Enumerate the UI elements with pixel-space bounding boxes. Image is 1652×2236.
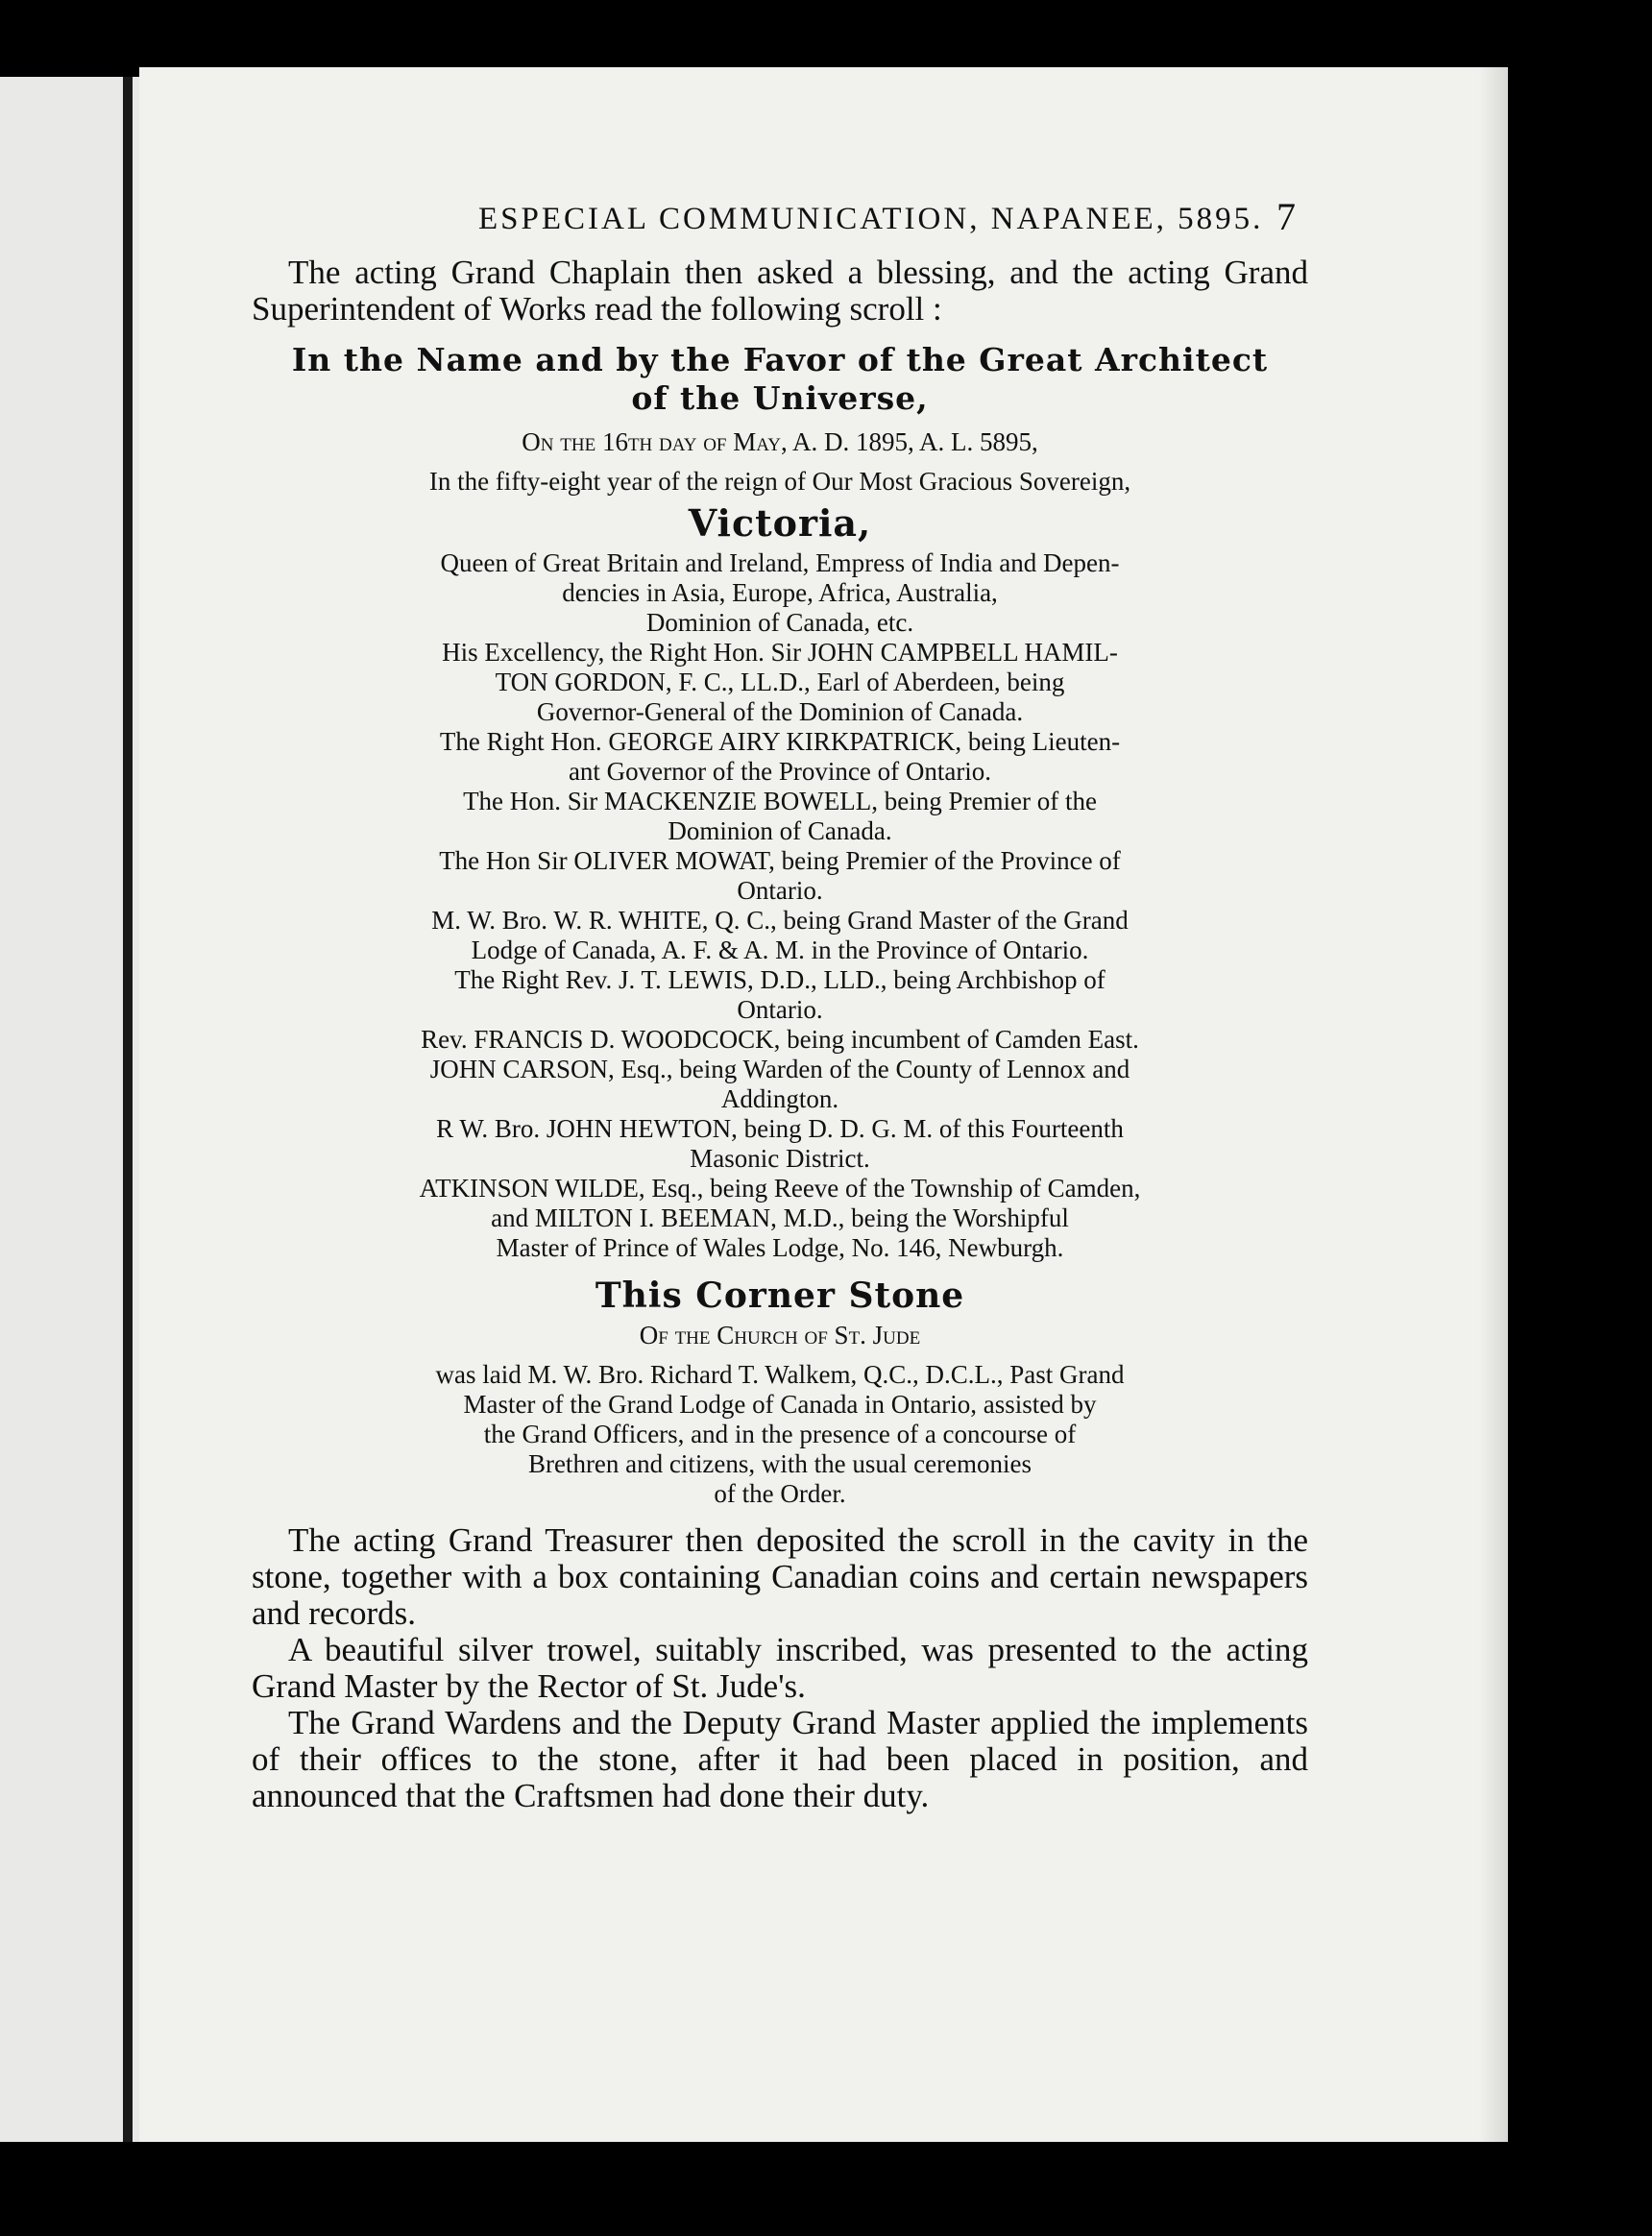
dignitary-line: Lodge of Canada, A. F. & A. M. in the Province of Ontario.: [471, 936, 1089, 964]
facing-page-edge: [0, 77, 139, 2142]
church-name: Of the Church of St. Jude: [639, 1321, 921, 1349]
page-content: [252, 192, 1308, 1814]
sovereign-title-line: Dominion of Canada, etc.: [645, 608, 914, 637]
laid-line: was laid M. W. Bro. Richard T. Walkem, Q.C., D.C.L., Past Grand: [435, 1360, 1125, 1389]
intro-paragraph: The acting Grand Chaplain then asked a blessing, and the acting Grand Superintendent of Works read the following scroll :: [252, 254, 1308, 328]
laid-line: of the Order.: [714, 1479, 846, 1508]
laid-statement: [252, 1360, 1308, 1509]
dignitary-line: TON GORDON, F. C., LL.D., Earl of Aberdeen, being: [495, 668, 1065, 696]
sovereign-name: Victoria,: [688, 501, 872, 545]
dignitary-line: Ontario.: [737, 876, 823, 905]
scroll-reign: In the fifty-eight year of the reign of Our Most Gracious Sovereign,: [428, 467, 1131, 496]
closing-paragraphs: [252, 1522, 1308, 1814]
body-paragraph: The Grand Wardens and the Deputy Grand Master applied the implements of their offices to the stone, after it had been placed in position, and announced that the Craftsmen had done their duty.: [252, 1704, 1308, 1814]
dignitary-line: Masonic District.: [690, 1144, 870, 1173]
dignitary-line: Ontario.: [737, 995, 823, 1024]
corner-stone-heading: This Corner Stone: [595, 1276, 965, 1316]
page-number: 7: [1276, 195, 1299, 238]
laid-line: Master of the Grand Lodge of Canada in Ontario, assisted by: [463, 1390, 1097, 1419]
dignitary-entry: [252, 727, 1308, 787]
dignitary-line: The Hon. Sir MACKENZIE BOWELL, being Premier of the: [463, 787, 1097, 815]
dignitary-line: Master of Prince of Wales Lodge, No. 146, Newburgh.: [496, 1233, 1064, 1262]
dignitary-line: The Right Hon. GEORGE AIRY KIRKPATRICK, being Lieuten-: [439, 727, 1121, 756]
dignitary-line: The Right Rev. J. T. LEWIS, D.D., LLD., being Archbishop of: [454, 965, 1105, 994]
dignitary-line: His Excellency, the Right Hon. Sir JOHN CAMPBELL HAMIL-: [442, 638, 1118, 667]
scroll-text: [252, 341, 1308, 1509]
dignitary-line: ant Governor of the Province of Ontario.: [568, 757, 992, 786]
dignitary-line: The Hon Sir OLIVER MOWAT, being Premier of the Province of: [439, 846, 1121, 875]
dignitary-entry: [252, 1055, 1308, 1114]
body-paragraph: The acting Grand Treasurer then deposited the scroll in the cavity in the stone, together with a box containing Canadian coins and certain newspapers and records.: [252, 1521, 1308, 1632]
dignitary-line: Rev. FRANCIS D. WOODCOCK, being incumbent of Camden East.: [421, 1025, 1139, 1054]
dignitary-entry: [252, 906, 1308, 965]
dignitary-line: and MILTON I. BEEMAN, M.D., being the Worshipful: [491, 1203, 1069, 1232]
page-header: [252, 192, 1308, 250]
dignitary-entry: [252, 1174, 1308, 1263]
binding-gutter: [123, 77, 133, 2142]
invocation-line-1: In the Name and by the Favor of the Great Architect: [291, 341, 1269, 378]
dignitary-entry: [252, 1025, 1308, 1055]
dignitary-line: ATKINSON WILDE, Esq., being Reeve of the Township of Camden,: [419, 1174, 1141, 1203]
dignitary-line: Governor-General of the Dominion of Canada.: [536, 697, 1024, 726]
running-title: ESPECIAL COMMUNICATION, NAPANEE, 5895.: [478, 202, 1264, 236]
dignitary-entry: [252, 965, 1308, 1025]
dignitary-entry: [252, 787, 1308, 846]
dignitary-line: Addington.: [720, 1084, 839, 1113]
dignitary-line: R W. Bro. JOHN HEWTON, being D. D. G. M. of this Fourteenth: [436, 1114, 1124, 1143]
laid-line: Brethren and citizens, with the usual ceremonies: [527, 1449, 1032, 1478]
scroll-date: On the 16th day of May, A. D. 1895, A. L. 5895,: [522, 427, 1038, 456]
sovereign-title-line: dencies in Asia, Europe, Africa, Australia,: [562, 578, 998, 607]
body-paragraph: A beautiful silver trowel, suitably inscribed, was presented to the acting Grand Master by the Rector of St. Jude's.: [252, 1631, 1308, 1705]
dignitary-line: JOHN CARSON, Esq., being Warden of the County of Lennox and: [429, 1055, 1130, 1083]
dignitary-entry: [252, 638, 1308, 727]
dignitary-entry: [252, 846, 1308, 906]
page-edge-shadow: [1479, 67, 1508, 2142]
dignitary-entry: [252, 1114, 1308, 1174]
invocation-line-2: of the Universe,: [631, 379, 929, 417]
laid-line: the Grand Officers, and in the presence of a concourse of: [483, 1420, 1077, 1448]
dignitary-line: Dominion of Canada.: [668, 816, 892, 845]
dignitary-line: M. W. Bro. W. R. WHITE, Q. C., being Grand Master of the Grand: [431, 906, 1129, 935]
sovereign-title-line: Queen of Great Britain and Ireland, Empress of India and Depen-: [440, 548, 1120, 577]
